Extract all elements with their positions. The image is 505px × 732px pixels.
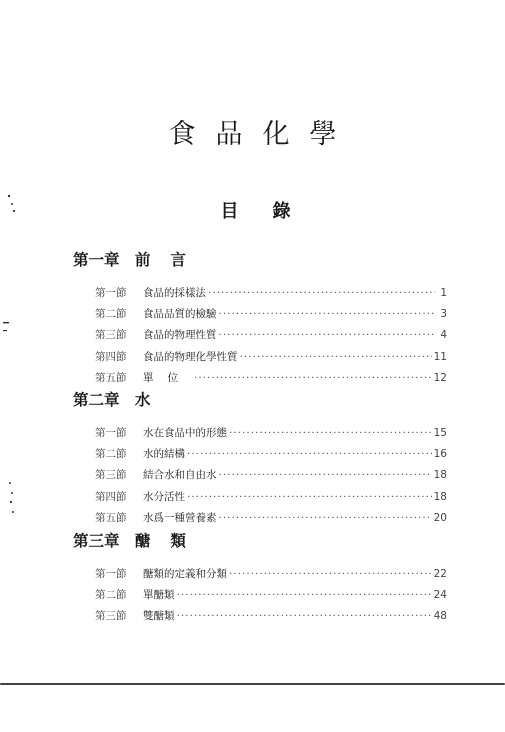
dot-leader (240, 351, 432, 363)
dot-leader (219, 308, 436, 320)
dot-leader (177, 589, 432, 601)
page-number: 20 (433, 511, 447, 524)
section-title: 水的結構 (143, 448, 185, 461)
section-number: 第二節 (95, 589, 127, 602)
toc-entry[interactable] (95, 489, 447, 510)
page-number: 4 (440, 329, 447, 342)
dot-leader (187, 491, 432, 503)
section-number: 第一節 (95, 568, 127, 580)
toc-entry[interactable] (95, 285, 447, 306)
page-number: 48 (433, 610, 447, 623)
section-list (95, 425, 447, 531)
chapter-number: 第三章 (73, 532, 120, 550)
section-number: 第一節 (95, 287, 127, 299)
section-title: 食品品質的檢驗 (143, 308, 217, 321)
section-number: 第二節 (95, 308, 127, 321)
bottom-rule (0, 683, 505, 685)
section-number: 第四節 (95, 350, 127, 363)
page-number: 16 (433, 448, 447, 461)
page-number: 24 (433, 589, 447, 602)
section-number: 第三節 (95, 469, 127, 482)
section-title: 食品的物理性質 (143, 329, 217, 342)
section-title: 結合水和自由水 (143, 469, 217, 482)
chapter-name: 醣類 (134, 532, 206, 550)
toc-entry[interactable] (95, 608, 447, 629)
section-number: 第五節 (95, 511, 127, 524)
chapter-3 (73, 530, 453, 630)
chapter-title (73, 389, 453, 411)
page-number: 22 (433, 568, 447, 580)
toc-entry[interactable] (95, 349, 447, 370)
toc-heading: 目錄 (220, 201, 325, 222)
toc-entry[interactable] (95, 446, 447, 467)
chapter-name: 水 (134, 391, 171, 409)
page-number: 15 (433, 427, 447, 439)
section-number: 第二節 (95, 448, 127, 461)
chapter-2 (73, 389, 453, 531)
section-title: 單位 (143, 371, 192, 384)
section-number: 第一節 (95, 427, 127, 439)
section-title: 雙醣類 (143, 610, 175, 623)
toc-entry[interactable] (95, 467, 447, 488)
section-title: 食品的物理化學性質 (143, 350, 238, 363)
margin-specks (0, 0, 20, 732)
page-number: 18 (433, 490, 447, 503)
page-number: 11 (433, 350, 447, 363)
page-number: 1 (440, 287, 447, 299)
dot-leader (229, 427, 432, 439)
toc-entry[interactable] (95, 327, 447, 348)
page-number: 3 (440, 308, 447, 321)
section-title: 食品的採樣法 (143, 287, 206, 299)
chapter-number: 第二章 (73, 391, 120, 409)
toc-entry[interactable] (95, 587, 447, 608)
section-number: 第四節 (95, 490, 127, 503)
page-number: 18 (433, 469, 447, 482)
chapter-number: 第一章 (73, 251, 120, 269)
dot-leader (229, 568, 432, 580)
section-title: 醣類的定義和分類 (143, 568, 227, 580)
dot-leader (219, 512, 432, 524)
section-title: 水爲一種營養素 (143, 511, 217, 524)
section-title: 單醣類 (143, 589, 175, 602)
section-list (95, 285, 447, 391)
chapter-name: 前言 (134, 251, 206, 269)
book-title: 食品化學 (168, 119, 357, 150)
page-number: 12 (433, 371, 447, 384)
dot-leader (219, 469, 432, 481)
toc-entry[interactable] (95, 566, 447, 587)
section-number: 第三節 (95, 329, 127, 342)
section-title: 水分活性 (143, 490, 185, 503)
toc-entry[interactable] (95, 425, 447, 446)
toc-entry[interactable] (95, 306, 447, 327)
dot-leader (187, 448, 432, 460)
chapter-title (73, 530, 453, 552)
toc-entry[interactable] (95, 370, 447, 391)
dot-leader (208, 287, 435, 299)
section-title: 水在食品中的形態 (143, 427, 227, 439)
section-number: 第五節 (95, 371, 127, 384)
dot-leader (219, 329, 436, 341)
chapter-1 (73, 249, 453, 391)
section-list (95, 566, 447, 630)
toc-entry[interactable] (95, 510, 447, 531)
dot-leader (177, 610, 432, 622)
dot-leader (194, 372, 432, 384)
section-number: 第三節 (95, 610, 127, 623)
chapter-title (73, 249, 453, 271)
